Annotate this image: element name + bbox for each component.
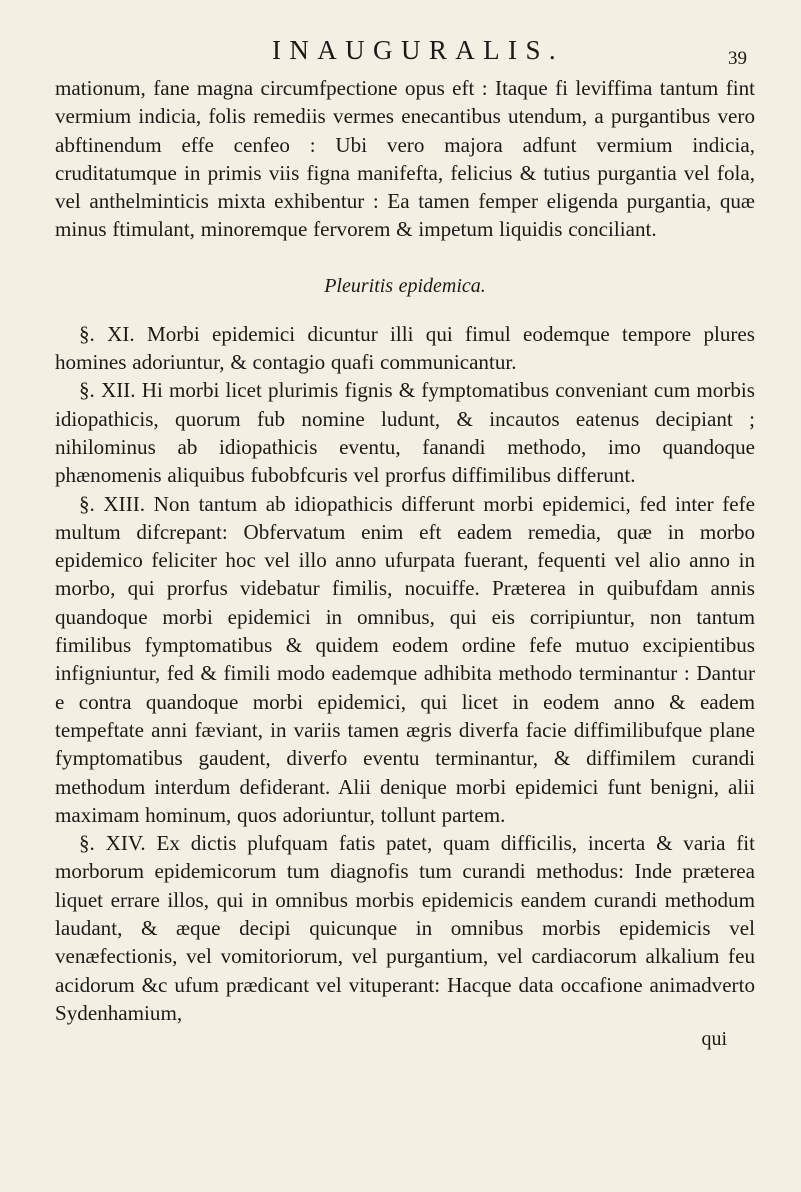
- paragraph-continued: mationum, fane magna circumfpectione opus eft : Itaque fi leviffima tantum fint vermium indicia, folis remediis vermes enecantibus utendum, a purgantibus vero abftinendum effe cenfeo : Ubi vero majora adfunt vermium indicia, cruditatumque in primis viis figna manifefta, felicius & tutius purgantia vel fola, vel anthelminticis mixta exhibentur : Ea tamen femper eligenda purgantia, quæ minus ftimulant, minoremque fervorem & impetum liquidis conciliant.: [55, 76, 755, 242]
- catchword: qui: [701, 1028, 727, 1051]
- running-title: INAUGURALIS.: [271, 35, 565, 65]
- paragraph-section-14: §. XIV. Ex dictis plufquam fatis patet, quam difficilis, incerta & varia fit morborum epidemicorum tum diagnofis tum curandi methodus: Inde præterea liquet errare illos, qui in omnibus morbis epidemicis eandem curandi methodum laudant, & æque decipi quicunque in omnibus morbis epidemicis vel venæfectionis, vel vomitoriorum, vel purgantium, vel cardiacorum alkalium feu acidorum &c ufum prædicant vel vituperant: Hacque data occafione animadverto Sydenhamium,: [55, 831, 755, 1025]
- running-head: [55, 30, 755, 74]
- page-number: 39: [728, 48, 747, 69]
- paragraph-section-13: §. XIII. Non tantum ab idiopathicis differunt morbi epidemici, fed inter fefe multum difcrepant: Obfervatum enim eft eadem remedia, quæ in morbo epidemico feliciter hoc vel illo anno ufurpata fuerant, fequenti vel alio anno in morbo, qui prorfus videbatur fimilis, nocuiffe. Præterea in quibufdam annis quandoque morbi epidemici in omnibus, qui eis corripiuntur, non tantum fimilibus fymptomatibus & quidem eodem ordine fefe mutuo excipientibus infigniuntur, fed & fimili modo eademque adhibita methodo terminantur : Dantur e contra quandoque morbi epidemici, qui licet in eodem anno & eadem tempeftate anni fæviant, in variis tamen ægris diverfa facie diffimilibufque plane fymptomatibus gaudent, diverfo eventu terminantur, & diffimilem curandi methodum interdum defiderant. Alii denique morbi epidemici funt benigni, alii maximam hominum, quos adoriuntur, tollunt partem.: [55, 491, 755, 827]
- paragraph-section-11: §. XI. Morbi epidemici dicuntur illi qui fimul eodemque tempore plures homines adoriuntur, & contagio quafi communicantur.: [55, 321, 755, 375]
- paragraph-section-12: §. XII. Hi morbi licet plurimis fignis & fymptomatibus conveniant cum morbis idiopathicis, quorum fub nomine ludunt, & incautos eatenus decipiant ; nihilominus ab idiopathicis eventu, fanandi methodo, imo quandoque phænomenis aliquibus fubobfcuris vel prorfus diffimilibus differunt.: [55, 378, 755, 488]
- section-heading: Pleuritis epidemica.: [324, 274, 486, 297]
- body-text: [55, 74, 755, 1027]
